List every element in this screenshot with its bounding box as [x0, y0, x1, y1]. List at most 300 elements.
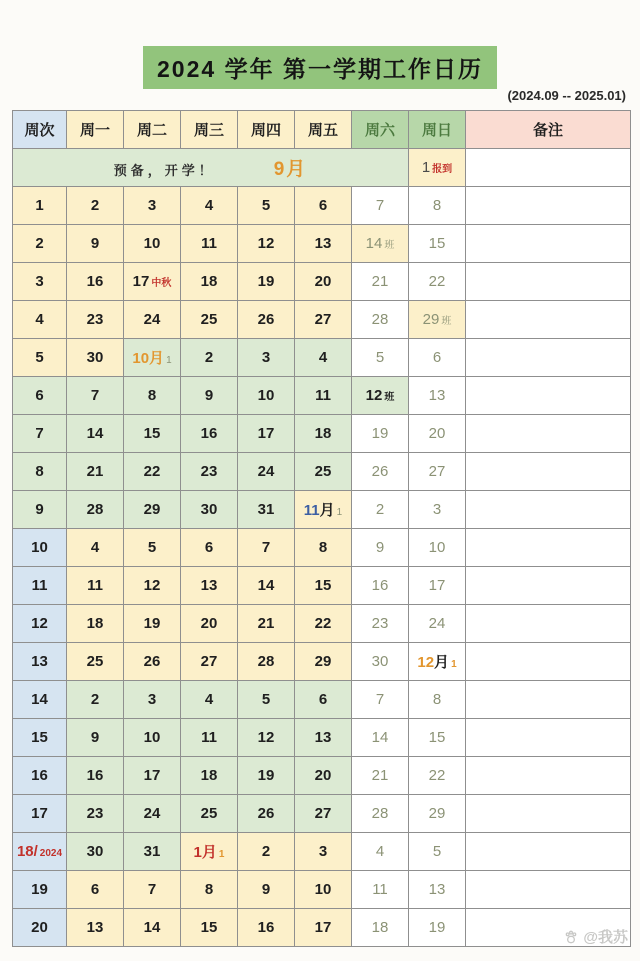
day-cell	[238, 491, 295, 529]
cell-text: 16	[200, 425, 218, 442]
day-cell	[181, 529, 238, 567]
cell-text: 9	[261, 881, 271, 898]
cell-text: 26	[371, 463, 389, 480]
day-cell	[181, 301, 238, 339]
cell-text: 17	[31, 805, 48, 822]
cell-text: 6	[35, 387, 44, 404]
cell-text: 19	[31, 881, 48, 898]
week-row	[13, 187, 631, 225]
cell-text: 14	[371, 729, 389, 746]
week-number-cell	[13, 833, 67, 871]
day-cell	[181, 909, 238, 947]
week-number-cell	[13, 301, 67, 339]
day-cell	[295, 833, 352, 871]
day-cell	[124, 187, 181, 225]
cell-text: 1	[166, 355, 172, 366]
cell-text: 27	[428, 463, 446, 480]
day-cell	[67, 871, 124, 909]
cell-text: 1	[336, 507, 343, 518]
day-cell	[124, 681, 181, 719]
cell-text: 9	[375, 539, 385, 556]
cell-text: 7	[375, 197, 385, 214]
header-cell-周次: 周次	[13, 111, 67, 149]
cell-text: 8	[432, 197, 442, 214]
remark-cell	[466, 681, 631, 719]
day-cell	[181, 795, 238, 833]
cell-text: 7	[90, 387, 100, 404]
day-cell	[67, 605, 124, 643]
cell-text: 13	[31, 653, 48, 670]
day-cell	[238, 377, 295, 415]
day-cell	[67, 301, 124, 339]
cell-text: 23	[86, 311, 104, 328]
day-cell	[409, 529, 466, 567]
cell-text: 13	[314, 729, 332, 746]
cell-text: 10	[314, 881, 332, 898]
cell-text: 13	[200, 577, 218, 594]
day-cell	[352, 415, 409, 453]
cell-text: 28	[86, 501, 104, 518]
day-cell	[295, 529, 352, 567]
day-cell	[124, 605, 181, 643]
header-cell-周日: 周日	[409, 111, 466, 149]
cell-text: 25	[200, 805, 218, 822]
cell-text: 29	[428, 805, 446, 822]
cell-text: 7	[375, 691, 385, 708]
week-row	[13, 909, 631, 947]
cell-text: 15	[143, 425, 161, 442]
day-cell	[295, 757, 352, 795]
cell-text: 25	[86, 653, 104, 670]
cell-text: 18	[86, 615, 104, 632]
cell-text: 20	[428, 425, 446, 442]
week-row	[13, 491, 631, 529]
day-cell	[409, 225, 466, 263]
cell-text: 12	[143, 577, 161, 594]
day-cell	[352, 377, 409, 415]
cell-text: 10	[31, 539, 48, 556]
cell-text: 6	[318, 691, 328, 708]
remark-cell	[466, 263, 631, 301]
month-banner-row	[13, 149, 631, 187]
day-cell	[352, 225, 409, 263]
day-cell	[181, 757, 238, 795]
remark-cell	[466, 871, 631, 909]
cell-text: 7	[261, 539, 271, 556]
cell-text: 3	[318, 843, 328, 860]
day-cell	[67, 757, 124, 795]
calendar-table	[12, 110, 631, 947]
day-cell	[409, 871, 466, 909]
week-row	[13, 339, 631, 377]
day-cell	[409, 415, 466, 453]
day-cell	[238, 263, 295, 301]
cell-text: 29	[143, 501, 161, 518]
week-row	[13, 567, 631, 605]
cell-text: 24	[428, 615, 446, 632]
banner-month: 9月	[273, 159, 308, 180]
week-row	[13, 681, 631, 719]
cell-text: 2	[35, 235, 44, 252]
day-cell	[238, 415, 295, 453]
cell-text: 13	[86, 919, 104, 936]
cell-text: 8	[147, 387, 157, 404]
cell-text: 20	[314, 273, 332, 290]
cell-text: 16	[31, 767, 48, 784]
remark-cell	[466, 529, 631, 567]
day-cell	[124, 491, 181, 529]
header-cell-周四: 周四	[238, 111, 295, 149]
cell-text: 21	[371, 767, 389, 784]
week-number-cell	[13, 643, 67, 681]
cell-text: 20	[314, 767, 332, 784]
cell-text: 20	[31, 919, 48, 936]
cell-text: 14	[257, 577, 275, 594]
cell-text: 5	[261, 691, 271, 708]
watermark-text: @我苏	[583, 929, 628, 946]
day-cell	[67, 795, 124, 833]
day-cell	[181, 187, 238, 225]
day-cell	[409, 719, 466, 757]
cell-text: 18	[371, 919, 389, 936]
cell-text: 26	[143, 653, 161, 670]
day-cell	[238, 757, 295, 795]
cell-text: 25	[200, 311, 218, 328]
day-cell	[181, 833, 238, 871]
day-cell	[238, 605, 295, 643]
week-row	[13, 719, 631, 757]
day-cell	[352, 871, 409, 909]
day-cell	[238, 567, 295, 605]
day-cell	[181, 605, 238, 643]
cell-text: 12	[31, 615, 48, 632]
cell-text: 19	[257, 767, 275, 784]
day-cell	[67, 263, 124, 301]
cell-text: 10	[143, 729, 161, 746]
cell-text: 24	[257, 463, 275, 480]
day-cell	[352, 833, 409, 871]
day-cell	[409, 377, 466, 415]
week-number-cell	[13, 795, 67, 833]
cell-text: 14	[365, 235, 383, 252]
week-number-cell	[13, 567, 67, 605]
cell-text: 9	[90, 235, 100, 252]
week-number-cell	[13, 415, 67, 453]
cell-text: 2	[90, 197, 100, 214]
day-cell	[67, 833, 124, 871]
day-cell	[124, 339, 181, 377]
cell-text: 15	[31, 729, 48, 746]
cell-text: 20	[200, 615, 218, 632]
cell-text: 18	[200, 767, 218, 784]
week-row	[13, 225, 631, 263]
cell-text: 23	[200, 463, 218, 480]
week-number-cell	[13, 909, 67, 947]
day-cell	[67, 377, 124, 415]
cell-text: 12	[417, 654, 435, 671]
cell-text: 15	[314, 577, 332, 594]
cell-text: 17	[143, 767, 161, 784]
day-cell	[124, 833, 181, 871]
remark-cell	[466, 757, 631, 795]
cell-text: 23	[371, 615, 389, 632]
header-cell-周六: 周六	[352, 111, 409, 149]
cell-text: 2	[90, 691, 100, 708]
cell-text: 15	[200, 919, 218, 936]
day-cell	[124, 719, 181, 757]
cell-text: 5	[261, 197, 271, 214]
cell-text: 月	[434, 654, 450, 671]
cell-text: 27	[200, 653, 218, 670]
day-cell	[352, 681, 409, 719]
day-cell	[238, 453, 295, 491]
remark-cell	[466, 225, 631, 263]
cell-text: 16	[371, 577, 389, 594]
cell-text: 3	[35, 273, 44, 290]
week-number-cell	[13, 605, 67, 643]
day-cell	[352, 491, 409, 529]
day-cell	[352, 909, 409, 947]
day-cell	[67, 225, 124, 263]
cell-text: 10	[132, 350, 150, 367]
week-number-cell	[13, 719, 67, 757]
date-range: (2024.09 -- 2025.01)	[507, 88, 626, 103]
day-cell	[409, 187, 466, 225]
banner-label: 预备，开学！	[113, 163, 216, 178]
week-row	[13, 529, 631, 567]
cell-text: 14	[143, 919, 161, 936]
cell-text: 17	[314, 919, 332, 936]
cell-text: 18/	[16, 843, 38, 860]
cell-text: 6	[318, 197, 328, 214]
week-row	[13, 795, 631, 833]
cell-text: 13	[428, 387, 446, 404]
day-cell	[295, 415, 352, 453]
week-number-cell	[13, 757, 67, 795]
cell-text: 2	[261, 843, 271, 860]
cell-text: 9	[35, 501, 44, 518]
cell-text: 11	[87, 577, 103, 594]
cell-text: 13	[428, 881, 446, 898]
cell-text: 30	[371, 653, 389, 670]
day-cell	[295, 225, 352, 263]
day-cell	[67, 529, 124, 567]
week-row	[13, 263, 631, 301]
cell-text: 1	[451, 659, 457, 670]
week-number-cell	[13, 529, 67, 567]
day-cell	[295, 795, 352, 833]
day-cell	[295, 339, 352, 377]
day-cell	[238, 833, 295, 871]
day-cell	[181, 225, 238, 263]
remark-cell	[466, 377, 631, 415]
cell-text: 17	[257, 425, 275, 442]
cell-text: 11	[201, 729, 217, 746]
day-cell	[352, 453, 409, 491]
day-cell	[409, 795, 466, 833]
day-cell	[67, 719, 124, 757]
cell-text: 5	[432, 843, 442, 860]
cell-text: 中秋	[151, 278, 172, 289]
day-cell	[238, 529, 295, 567]
cell-text: 30	[200, 501, 218, 518]
cell-text: 9	[90, 729, 100, 746]
day-cell	[295, 453, 352, 491]
cell-text: 19	[257, 273, 275, 290]
day-cell	[67, 909, 124, 947]
day-cell	[181, 415, 238, 453]
day-cell	[124, 529, 181, 567]
day-cell	[238, 795, 295, 833]
day-cell	[124, 757, 181, 795]
day-cell	[409, 909, 466, 947]
day-cell	[352, 795, 409, 833]
cell-text: 14	[86, 425, 104, 442]
cell-text: 27	[314, 311, 332, 328]
cell-text: 13	[314, 235, 332, 252]
day-cell	[124, 415, 181, 453]
day-cell	[124, 225, 181, 263]
cell-text: 11	[372, 881, 388, 898]
day-cell	[181, 643, 238, 681]
cell-text: 月	[319, 502, 335, 519]
day-cell	[124, 263, 181, 301]
week-number-cell	[13, 339, 67, 377]
day-cell	[295, 187, 352, 225]
cell-text: 4	[375, 843, 385, 860]
remark-cell	[466, 339, 631, 377]
day-cell	[67, 187, 124, 225]
day-cell	[295, 605, 352, 643]
day-cell	[295, 871, 352, 909]
cell-text: 18	[200, 273, 218, 290]
day-cell	[295, 719, 352, 757]
week-row	[13, 833, 631, 871]
day-cell	[295, 263, 352, 301]
week-number-cell	[13, 491, 67, 529]
week-row	[13, 301, 631, 339]
cell-text: 1	[35, 197, 44, 214]
day-cell	[238, 643, 295, 681]
cell-text: 11	[201, 235, 217, 252]
day-cell	[409, 263, 466, 301]
day-cell	[295, 681, 352, 719]
cell-text: 7	[147, 881, 157, 898]
day-cell	[238, 871, 295, 909]
cell-text: 28	[371, 311, 389, 328]
cell-text: 12	[257, 729, 275, 746]
cell-text: 22	[428, 273, 446, 290]
header-cell-周五: 周五	[295, 111, 352, 149]
day-cell	[409, 757, 466, 795]
day-cell	[124, 301, 181, 339]
remark-cell	[466, 453, 631, 491]
calendar-header	[13, 111, 631, 149]
day-cell	[409, 567, 466, 605]
cell-text: 3	[432, 501, 442, 518]
week-number-cell	[13, 871, 67, 909]
day-cell	[409, 605, 466, 643]
cell-text: 23	[86, 805, 104, 822]
day-cell	[295, 377, 352, 415]
day-cell	[124, 567, 181, 605]
day-cell	[181, 871, 238, 909]
day-cell	[238, 225, 295, 263]
day-cell	[352, 263, 409, 301]
week-row	[13, 377, 631, 415]
day-cell	[238, 719, 295, 757]
cell-text: 26	[257, 805, 275, 822]
cell-text: 29	[422, 311, 440, 328]
day-cell	[409, 339, 466, 377]
day-cell	[181, 491, 238, 529]
remark-cell	[466, 795, 631, 833]
cell-text: 3	[261, 349, 271, 366]
cell-text: 报到	[432, 164, 453, 175]
day-cell	[67, 339, 124, 377]
cell-text: 16	[86, 273, 104, 290]
cell-text: 10	[143, 235, 161, 252]
week-number-cell	[13, 453, 67, 491]
title-area	[0, 46, 640, 89]
header-cell-周三: 周三	[181, 111, 238, 149]
day-cell	[124, 377, 181, 415]
cell-text: 4	[204, 197, 214, 214]
day-cell	[409, 681, 466, 719]
cell-text: 27	[314, 805, 332, 822]
cell-text: 1	[421, 159, 431, 176]
week-row	[13, 453, 631, 491]
cell-text: 3	[147, 197, 157, 214]
cell-text: 班	[384, 392, 395, 403]
week-row	[13, 415, 631, 453]
cell-text: 4	[90, 539, 100, 556]
remark-cell	[466, 491, 631, 529]
registration-cell	[409, 149, 466, 187]
header-cell-周一: 周一	[67, 111, 124, 149]
watermark	[563, 926, 628, 947]
cell-text: 12	[257, 235, 275, 252]
remark-cell	[466, 719, 631, 757]
day-cell	[238, 909, 295, 947]
remark-cell	[466, 605, 631, 643]
cell-text: 29	[314, 653, 332, 670]
cell-text: 21	[86, 463, 104, 480]
remark-cell	[466, 643, 631, 681]
header-cell-备注: 备注	[466, 111, 631, 149]
day-cell	[67, 681, 124, 719]
cell-text: 10	[428, 539, 446, 556]
day-cell	[181, 263, 238, 301]
cell-text: 班	[384, 240, 395, 251]
remark-cell	[466, 567, 631, 605]
calendar-body	[13, 149, 631, 947]
cell-text: 1	[218, 849, 225, 860]
cell-text: 8	[204, 881, 214, 898]
week-number-cell	[13, 263, 67, 301]
day-cell	[352, 757, 409, 795]
week-row	[13, 871, 631, 909]
remark-cell	[466, 187, 631, 225]
cell-text: 11	[303, 502, 320, 519]
cell-text: 22	[143, 463, 161, 480]
remark-cell	[466, 149, 631, 187]
week-row	[13, 643, 631, 681]
day-cell	[181, 719, 238, 757]
cell-text: 21	[371, 273, 389, 290]
week-row	[13, 757, 631, 795]
day-cell	[124, 795, 181, 833]
